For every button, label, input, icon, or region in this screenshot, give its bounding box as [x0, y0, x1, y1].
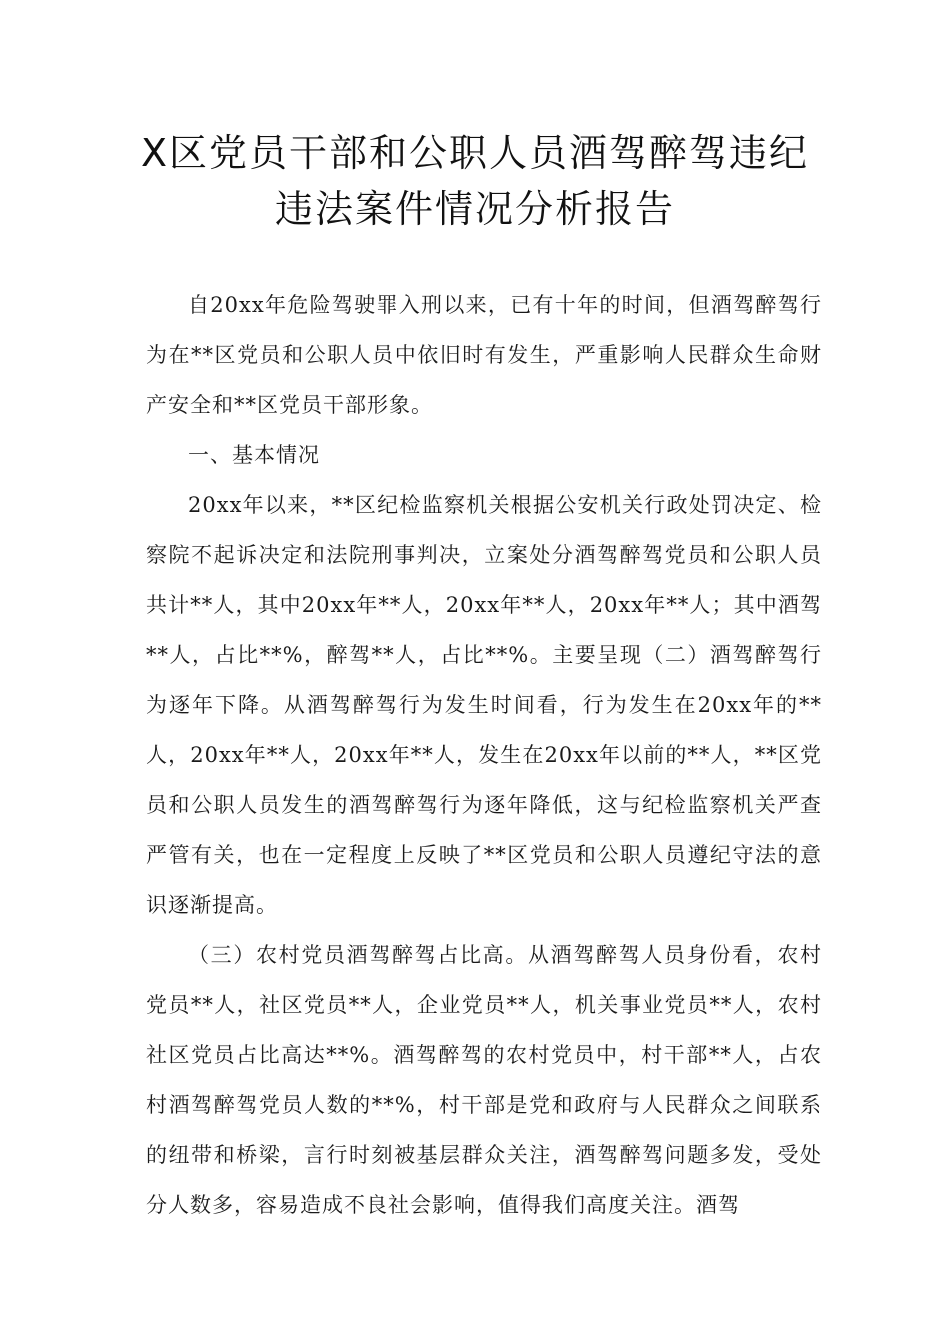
section-heading-basic: 一、基本情况	[188, 443, 320, 467]
title-line-1: X区党员干部和公职人员酒驾醉驾违纪	[140, 131, 810, 175]
document-title	[100, 125, 850, 237]
paragraph-intro: 自20xx年危险驾驶罪入刑以来，已有十年的时间，但酒驾醉驾行为在**区党员和公职人员中依旧时有发生，严重影响人民群众生命财产安全和**区党员干部形象。	[146, 293, 822, 417]
title-line-2: 违法案件情况分析报告	[274, 187, 675, 231]
document-body	[146, 280, 822, 1230]
paragraph-basic-situation: 20xx年以来，**区纪检监察机关根据公安机关行政处罚决定、检察院不起诉决定和法院刑事判决，立案处分酒驾醉驾党员和公职人员共计**人，其中20xx年**人，20xx年**人，20xx年**人；其中酒驾**人，占比**%，醉驾**人，占比**%。主要呈现（二）酒驾醉驾行为逐年下降。从酒驾醉驾行为发生时间看，行为发生在20xx年的**人，20xx年**人，20xx年**人，发生在20xx年以前的**人，**区党员和公职人员发生的酒驾醉驾行为逐年降低，这与纪检监察机关严查严管有关，也在一定程度上反映了**区党员和公职人员遵纪守法的意识逐渐提高。	[146, 493, 822, 917]
paragraph-rural-members: （三）农村党员酒驾醉驾占比高。从酒驾醉驾人员身份看，农村党员**人，社区党员**人，企业党员**人，机关事业党员**人，农村社区党员占比高达**%。酒驾醉驾的农村党员中，村干部**人，占农村酒驾醉驾党员人数的**%，村干部是党和政府与人民群众之间联系的纽带和桥梁，言行时刻被基层群众关注，酒驾醉驾问题多发，受处分人数多，容易造成不良社会影响，值得我们高度关注。酒驾	[146, 943, 822, 1217]
